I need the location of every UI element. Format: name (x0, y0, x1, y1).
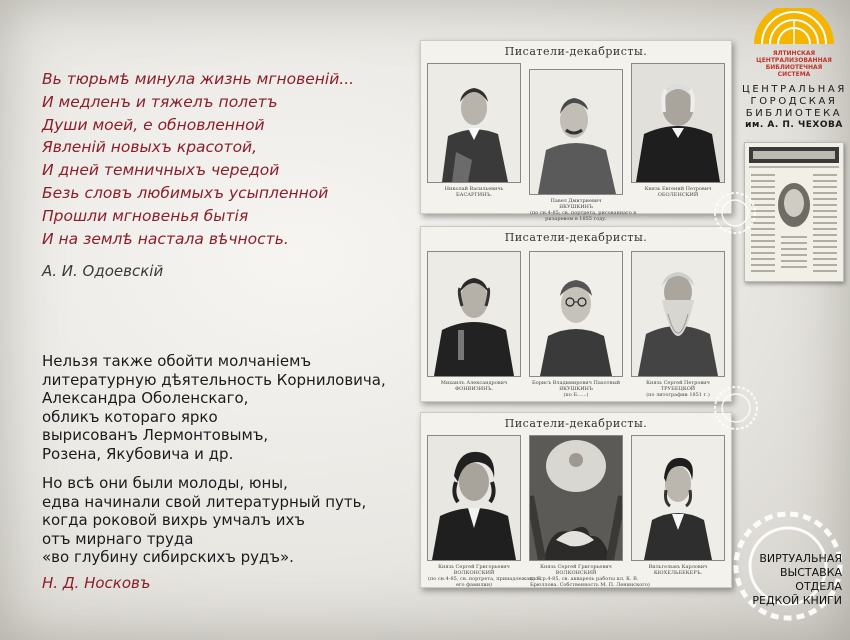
caption-line: ЯКУШКИНЪ (559, 386, 593, 392)
caption-line: (по сн.4-85, св. портрета, принадлежащ. К. (428, 576, 543, 582)
logo-library-line: ЦЕНТРАЛЬНАЯ (742, 84, 847, 95)
prose-line: обликъ котораго ярко (42, 407, 218, 426)
poem-line: Души моей, е обновленной (42, 115, 265, 134)
caption-line: Павел Дмитриевич (550, 198, 602, 204)
prose-paragraph-1 (42, 352, 422, 464)
exhibition-label-line: РЕДКОЙ КНИГИ (752, 594, 842, 607)
logo-library-line: БИБЛИОТЕКА (745, 108, 843, 119)
caption-line: ЯКУШКИНЪ (559, 204, 593, 210)
prose-paragraph-2 (42, 474, 422, 567)
plate-title: Писатели-декабристы. (504, 417, 648, 430)
portrait-image (631, 251, 725, 377)
poem-line: Явленій новыхъ красотой, (42, 138, 258, 157)
prose-line: Александра Оболенскаго, (42, 389, 249, 408)
caption-line: КЮХЕЛЬБЕКЕРЪ. (653, 570, 703, 576)
caption-line: БАСАРГИНЪ. (455, 192, 493, 198)
caption-line: Брюллова. Собственность М. П. Ленинского) (530, 582, 650, 588)
portrait-kuchelbecker (631, 435, 725, 588)
portrait-caption (530, 380, 622, 398)
exhibition-label (752, 552, 842, 608)
prose-line: когда роковой вихрь умчалъ ихъ (42, 511, 305, 530)
caption-line: (по гр.4-85, св. акварель работы кл. К. В. (530, 576, 639, 582)
prose-author: Н. Д. Носковъ (42, 574, 151, 592)
portrait-caption (428, 186, 520, 198)
logo-library-line: ГОРОДСКАЯ (750, 96, 838, 107)
caption-line: (по Б......) (563, 392, 589, 398)
caption-line: ОБОЛЕНСКИЙ (657, 192, 699, 198)
plate-decembrists-3 (420, 412, 732, 588)
portrait-caption (632, 186, 724, 198)
plate-decembrists-2 (420, 226, 732, 402)
prose-line: «во глубину сибирскихъ рудъ». (42, 548, 294, 567)
library-stamp-icon (712, 190, 758, 236)
caption-line: Князь Сергей Григорьевич (438, 564, 510, 570)
caption-line: Вильгельмъ Карлович (648, 564, 708, 570)
caption-line: его фамилии) (455, 582, 493, 588)
poem-line: Безь словъ любимыхъ усыпленной (42, 183, 329, 202)
portrait-caption (428, 380, 520, 392)
poem (42, 68, 412, 250)
logo-system-line: ЯЛТИНСКАЯ ЦЕНТРАЛИЗОВАННАЯ (756, 50, 832, 64)
library-stamp-icon (712, 384, 760, 432)
logo-system-line: БИБЛИОТЕЧНАЯ (765, 64, 823, 71)
plate-title: Писатели-декабристы. (504, 231, 648, 244)
portrait-basargin (427, 63, 521, 222)
portrait-image (529, 435, 623, 561)
poem-line: И на землѣ настала вѣчность. (42, 229, 289, 248)
library-logo (742, 8, 846, 130)
caption-line: ТРУБЕЦКОЙ (660, 386, 696, 392)
poem-author: А. И. Одоевскій (42, 262, 164, 280)
portrait-caption (530, 198, 637, 222)
prose-line: вырисованъ Лермонтовымъ, (42, 426, 269, 445)
logo-system-line: СИСТЕМА (777, 71, 811, 78)
portrait-image (529, 251, 623, 377)
prose-line: едва начинали свой литературный путь, (42, 492, 367, 511)
prose-line: Нельзя также обойти молчаніемъ (42, 352, 312, 370)
portrait-volkonsky (427, 435, 543, 588)
logo-library-text (742, 84, 846, 120)
portrait-image (631, 63, 725, 183)
portrait-image (427, 63, 521, 183)
caption-line: (по сн.4-85; св. портрета, рисованнаго в (530, 210, 637, 216)
portrait-caption (632, 564, 724, 576)
poem-line: И дней темничныхъ чередой (42, 161, 280, 180)
prose-line: литературную дѣятельность Корниловича, (42, 370, 386, 389)
caption-line: Князь Евгений Петрович (644, 186, 712, 192)
newspaper-thumbnail (744, 142, 844, 282)
poem-line: И медленъ и тяжелъ полетъ (42, 92, 278, 111)
caption-line: (по литографии 1851 г.) (646, 392, 710, 398)
exhibition-label-line: ВИРТУАЛЬНАЯ (759, 552, 842, 565)
plate-title: Писатели-декабристы. (504, 45, 648, 58)
caption-line: Борисъ Владимирович Пахотный (531, 380, 621, 386)
exhibition-label-line: ОТДЕЛА (795, 580, 842, 593)
portrait-caption (632, 380, 724, 398)
prose-line: Но всѣ они были молоды, юны, (42, 474, 288, 492)
poem-line: Вь тюрьмѣ минула жизнь мгновеній... (42, 70, 355, 88)
portrait-image (529, 69, 623, 195)
logo-system-text (742, 50, 846, 78)
sunrise-book-icon (746, 8, 842, 48)
caption-line: Князь Сергей Петрович (646, 380, 710, 386)
caption-line: Михаилъ Александрович (440, 380, 508, 386)
portrait-image (427, 435, 521, 561)
exhibition-label-line: ВЫСТАВКА (779, 566, 842, 579)
caption-line: ВОЛКОНСКИЙ (555, 570, 597, 576)
caption-line: ризаревом в 1855 году. (545, 216, 607, 222)
prose-line: отъ мирнаго труда (42, 529, 194, 548)
caption-line: ВОЛКОНСКИЙ (453, 570, 495, 576)
logo-library-name: им. А. П. ЧЕХОВА (745, 120, 843, 130)
caption-line: Князь Сергей Григорьевич (540, 564, 612, 570)
newspaper-image (745, 143, 843, 281)
prose-line: Розена, Якубовича и др. (42, 444, 234, 463)
poem-line: Прошли мгновенья бытія (42, 206, 249, 225)
caption-line: ФОНВИЗИНЪ. (454, 386, 494, 392)
portrait-image (631, 435, 725, 561)
portrait-image (427, 251, 521, 377)
caption-line: Николай Васильевичь (444, 186, 504, 192)
portrait-yakushkin (529, 63, 637, 222)
portrait-yakushkin-2 (529, 249, 623, 398)
portrait-volkonsky-allegory (529, 435, 650, 588)
portrait-trubetskoy (631, 249, 725, 398)
plate-decembrists-1 (420, 40, 732, 222)
portrait-caption (428, 564, 543, 588)
portrait-fonvizin (427, 249, 521, 398)
portrait-obolensky (631, 63, 725, 222)
portrait-caption (530, 564, 650, 588)
